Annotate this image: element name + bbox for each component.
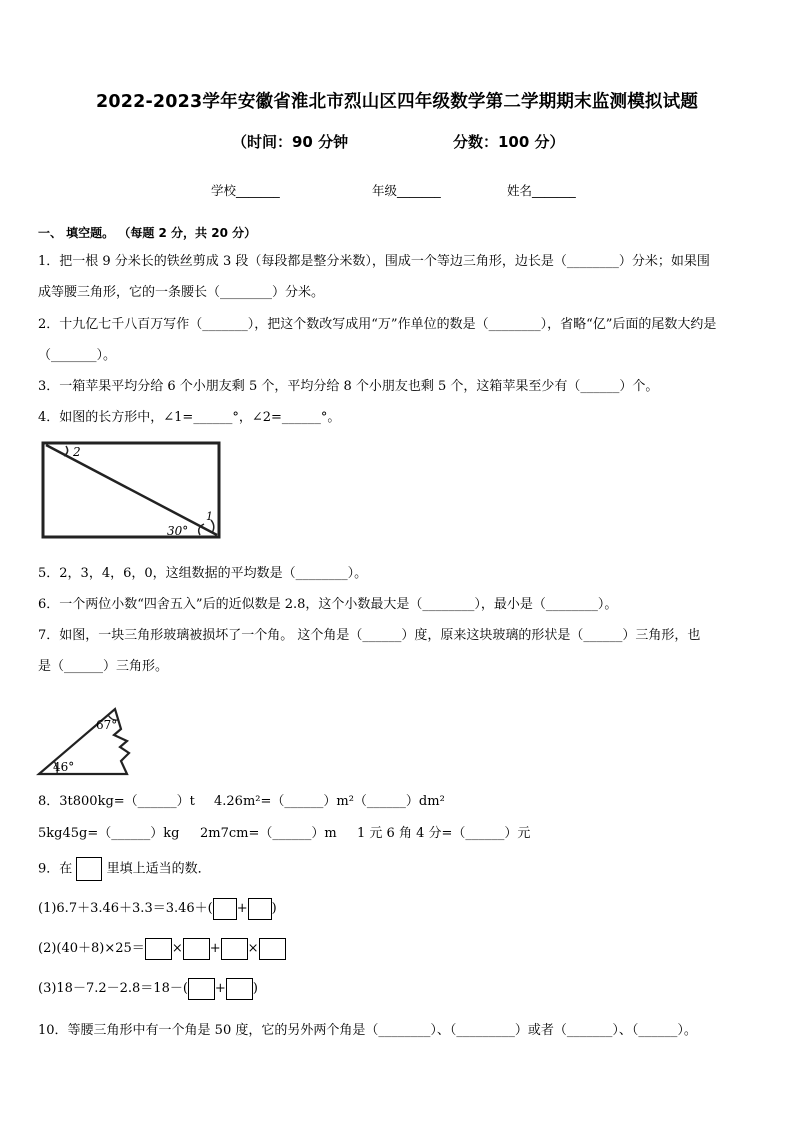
question-4: 4．如图的长方形中，∠1=______°，∠2=______°。 [38,410,341,425]
answer-box[interactable] [259,938,286,960]
question-2-line-1: 2．十九亿七千八百万写作（_______），把这个数改写成用“万”作单位的数是（________），省略“亿”后面的尾数大约是 [38,317,717,332]
answer-box-example [76,857,102,881]
time-limit: （时间：90 分钟 [232,133,349,151]
question-9-instruction [38,857,211,881]
grade-field: 年级_______ [372,183,441,198]
question-10: 10．等腰三角形中有一个角是 50 度，它的另外两个角是（________）、（_________）或者（_______）、（______）。 [38,1023,697,1038]
answer-box[interactable] [183,938,210,960]
question-7-line-2: 是（______）三角形。 [38,659,169,674]
plus-sign: + [214,981,226,996]
answer-box[interactable] [226,978,253,1000]
section-heading: 一、 填空题。 （每题 2 分，共 20 分） [38,226,257,240]
question-8-part-3: 5kg45g=（______）kg [38,826,180,841]
plus-sign: + [236,901,248,916]
question-8-part-5: 1 元 6 角 4 分=（______）元 [357,826,531,841]
question-1-line-2: 成等腰三角形，它的一条腰长（________）分米。 [38,285,325,300]
answer-box[interactable] [248,898,272,920]
question-9-3-expression: (3)18－7.2－2.8＝18－( [38,981,188,996]
school-field: 学校_______ [211,183,280,198]
name-field: 姓名_______ [507,183,576,198]
answer-box[interactable] [221,938,248,960]
times-sign: × [171,941,183,956]
rectangle-diagonal-figure [40,438,224,542]
close-paren: ) [252,981,258,996]
angle-67-label: 67° [96,718,118,732]
answer-box[interactable] [145,938,172,960]
angle-2-label: 2 [73,445,81,459]
question-2-line-2: （_______）。 [38,348,117,363]
answer-box[interactable] [213,898,237,920]
question-9-item-3 [38,977,258,1000]
plus-sign: + [209,941,221,956]
question-9-text-b: 里填上适当的数． [106,861,211,877]
question-3: 3．一箱苹果平均分给 6 个小朋友剩 5 个，平均分给 8 个小朋友也剩 5 个，这箱苹果至少有（______）个。 [38,379,659,394]
total-score: 分数：100 分） [453,133,565,151]
page-title: 2022-2023学年安徽省淮北市烈山区四年级数学第二学期期末监测模拟试题 [95,92,699,112]
question-1-line-1: 1．把一根 9 分米长的铁丝剪成 3 段（每段都是整分米数），围成一个等边三角形，边长是（________）分米；如果围 [38,254,710,269]
angle-1-label: 1 [206,510,213,523]
broken-triangle-figure [36,697,132,779]
question-8-part-4: 2m7cm=（______）m [200,826,337,841]
question-9-2-expression: (2)(40＋8)×25＝ [38,941,145,956]
question-9-text-a: 9．在 [38,861,73,877]
answer-box[interactable] [188,978,215,1000]
question-8-part-1: 8．3t800kg=（______）t [38,794,195,809]
question-9-1-expression: (1)6.7＋3.46＋3.3＝3.46＋( [38,901,213,916]
times-sign: × [247,941,259,956]
question-5: 5．2，3，4，6，0，这组数据的平均数是（________）。 [38,566,368,581]
angle-30-label: 30° [167,524,189,538]
question-9-item-2 [38,937,286,960]
close-paren: ) [271,901,277,916]
question-7-line-1: 7．如图，一块三角形玻璃被损坏了一个角。 这个角是（______）度，原来这块玻璃的形状是（______）三角形，也 [38,628,701,643]
rectangle-diagonal [46,445,217,535]
question-8-part-2: 4.26m²=（______）m²（______）dm² [214,794,445,809]
angle-46-label: 46° [53,760,75,774]
question-6: 6．一个两位小数“四舍五入”后的近似数是 2.8，这个小数最大是（________），最小是（________）。 [38,597,618,612]
question-9-item-1 [38,897,277,920]
